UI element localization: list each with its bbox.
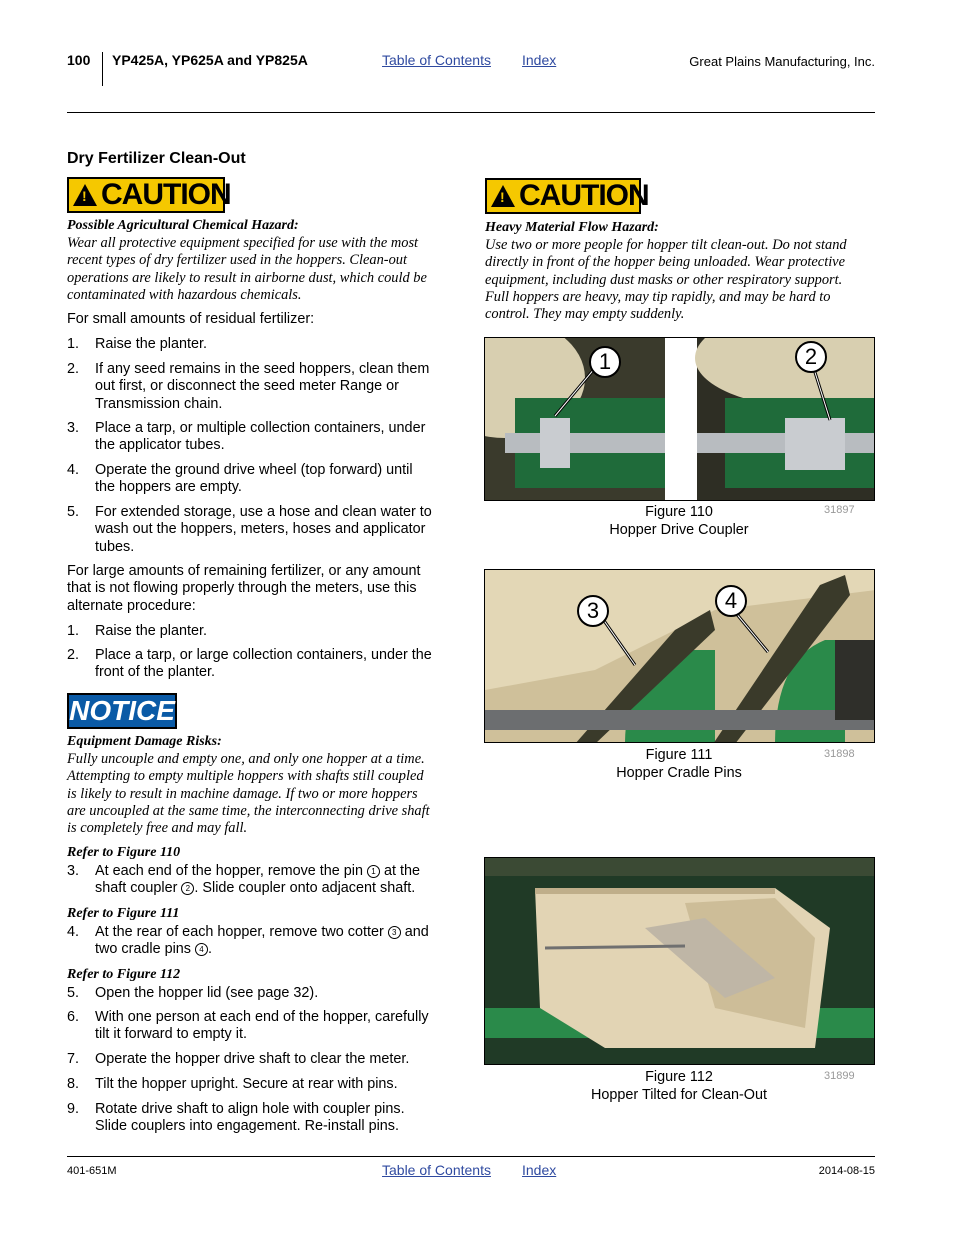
footer-rule: [67, 1156, 875, 1157]
callout-3: 3: [577, 595, 609, 627]
small-amounts-intro: For small amounts of residual fertilizer:: [67, 311, 315, 327]
toc-link-header[interactable]: Table of Contents: [382, 52, 491, 68]
figure-112-photo: [484, 857, 875, 1065]
caution-word: CAUTION: [101, 178, 231, 211]
figure-reference-111: Refer to Figure 111: [67, 906, 180, 921]
figure-110-photo: [484, 337, 875, 501]
photo-id-112: 31899: [824, 1070, 855, 1082]
toc-link-footer[interactable]: Table of Contents: [382, 1162, 491, 1178]
notice-title: Equipment Damage Risks:: [67, 734, 222, 749]
figure-111-caption: Figure 111 Hopper Cradle Pins: [616, 747, 742, 781]
header-rule: [67, 112, 875, 113]
notice-label: NOTICE: [67, 693, 177, 729]
index-link-header[interactable]: Index: [522, 52, 557, 68]
notice-body: Fully uncouple and empty one, and only one hopper at a time. Attempting to empty multiple hoppers with shafts still coupled is likely to result in machine damage. If two or more hoppers are uncoupled at the same time, the interconnecting drive shaft is completely free and may fall.: [67, 751, 430, 837]
callout-ref-3: 3: [388, 926, 401, 939]
caution-label-1: [67, 177, 231, 213]
header-divider: [102, 52, 103, 86]
callout-ref-1: 1: [367, 865, 380, 878]
hazard-body-1: Wear all protective equipment specified for use with the most recent types of dry fertilizer used in the hoppers. Clean-out operations are likely to result in airborne dust, which could be contaminated with hazardous chemicals.: [67, 235, 427, 303]
figure-reference-112: Refer to Figure 112: [67, 967, 181, 982]
company-name: Great Plains Manufacturing, Inc.: [689, 54, 875, 69]
page-number: 100: [67, 52, 91, 68]
callout-1: 1: [589, 346, 621, 378]
figure-110-caption: Figure 110 Hopper Drive Coupler: [609, 504, 749, 538]
hazard-title-2: Heavy Material Flow Hazard:: [485, 220, 659, 235]
callout-2: 2: [795, 341, 827, 373]
photo-id-111: 31898: [824, 748, 855, 760]
warning-triangle-icon: [73, 184, 97, 206]
figure-111-photo: [484, 569, 875, 743]
callout-4: 4: [715, 585, 747, 617]
model-title: YP425A, YP625A and YP825A: [112, 52, 308, 68]
callout-ref-4: 4: [195, 943, 208, 956]
photo-id-110: 31897: [824, 504, 855, 516]
figure-112-caption: Figure 112 Hopper Tilted for Clean-Out: [591, 1069, 767, 1103]
index-link-footer[interactable]: Index: [522, 1162, 557, 1178]
hazard-title-1: Possible Agricultural Chemical Hazard:: [67, 218, 299, 233]
doc-date: 2014-08-15: [818, 1165, 875, 1177]
callout-ref-2: 2: [181, 882, 194, 895]
doc-number: 401-651M: [67, 1165, 117, 1177]
warning-triangle-icon: [491, 185, 515, 207]
caution-label-2: ! CAUTION: [485, 178, 641, 214]
large-amounts-intro: For large amounts of remaining fertilizer, or any amount that is not flowing properly through the meters, use this alternate procedure:: [67, 563, 421, 614]
figure-reference-110: Refer to Figure 110: [67, 845, 181, 860]
hazard-body-2: Use two or more people for hopper tilt clean-out. Do not stand directly in front of the hopper being unloaded. Wear protective equipment, including dust masks or other respiratory support. Full hoppers are heavy, may tip rapidly, and may be hard to control. They may empty suddenly.: [485, 237, 847, 323]
section-title: Dry Fertilizer Clean-Out: [67, 150, 246, 167]
